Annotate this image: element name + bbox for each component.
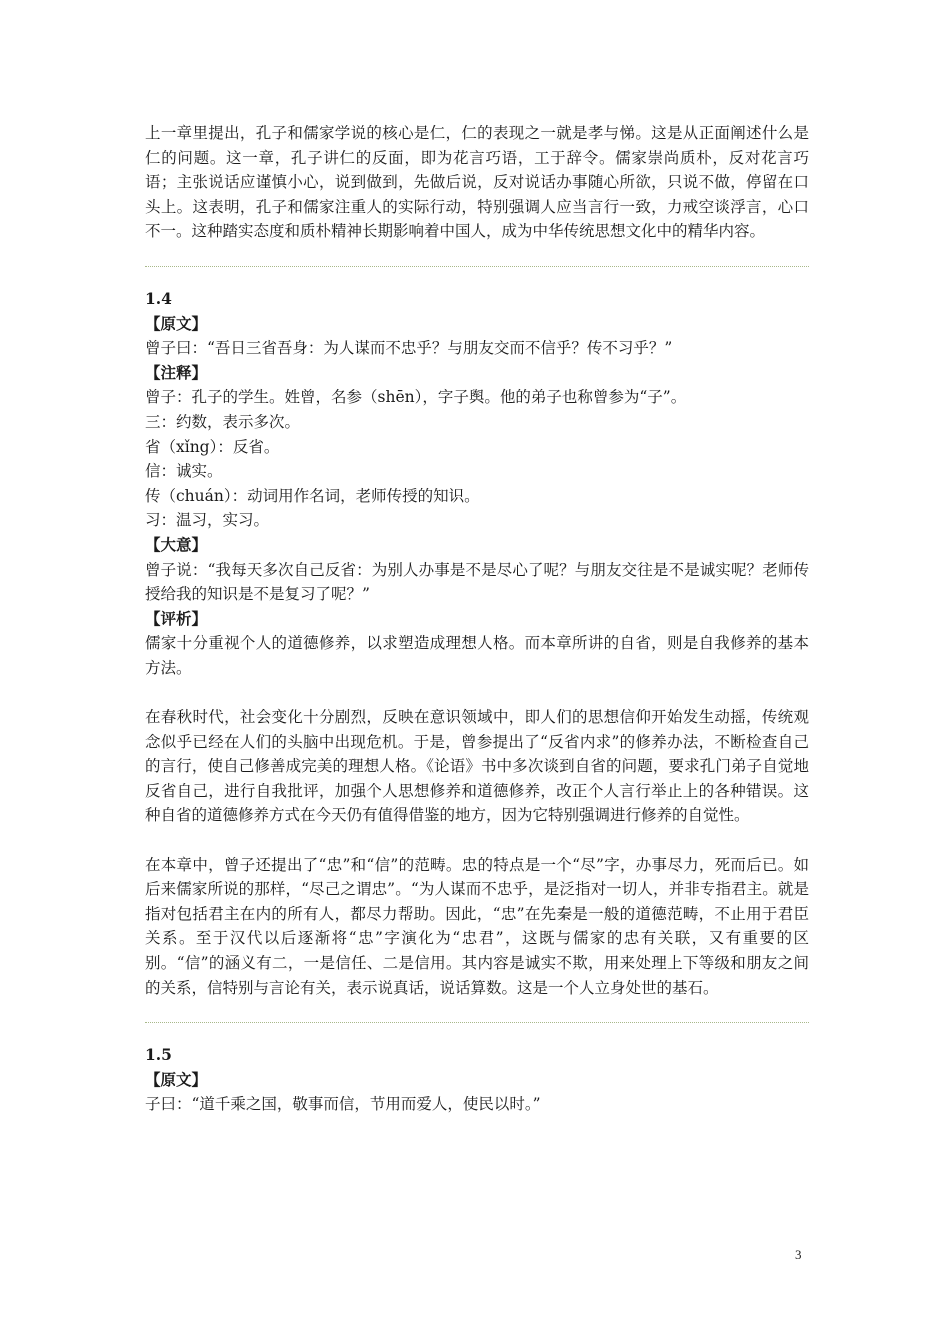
note-item: 传（chuán）：动词用作名词，老师传授的知识。 [145,486,480,505]
heading-zhushi: 【注释】 [145,362,208,382]
section-1-4 [145,287,809,1000]
meaning-text: 曾子说：“我每天多次自己反省：为别人办事是不是尽心了呢？与朋友交往是不是诚实呢？老师传授给我的知识是不是复习了呢？” [145,560,809,604]
intro-paragraph: 上一章里提出，孔子和儒家学说的核心是仁，仁的表现之一就是孝与悌。这是从正面阐述什么是仁的问题。这一章，孔子讲仁的反面，即为花言巧语，工于辞令。儒家崇尚质朴，反对花言巧语；主张说话应谨慎小心，说到做到，先做后说，反对说话办事随心所欲，只说不做，停留在口头上。这表明，孔子和儒家注重人的实际行动，特别强调人应当言行一致，力戒空谈浮言，心口不一。这种踏实态度和质朴精神长期影响着中国人，成为中华传统思想文化中的精华内容。 [145,124,809,241]
analysis-paragraph: 在本章中，曾子还提出了“忠”和“信”的范畴。忠的特点是一个“尽”字，办事尽力，死而后已。如后来儒家所说的那样，“尽己之谓忠”。“为人谋而不忠乎，是泛指对一切人，并非专指君主。就是指对包括君主在内的所有人，都尽力帮助。因此，“忠”在先秦是一般的道德范畴，不止用于君臣关系。至于汉代以后逐渐将“忠”字演化为“忠君”，这既与儒家的忠有关联，又有重要的区别。“信”的涵义有二，一是信任、二是信用。其内容是诚实不欺，用来处理上下等级和朋友之间的关系，信特别与言论有关，表示说真话，说话算数。这是一个人立身处世的基石。 [145,855,809,997]
original-text: 曾子曰：“吾日三省吾身：为人谋而不忠乎？与朋友交而不信乎？传不习乎？” [145,339,673,358]
page-number: 3 [795,1247,802,1262]
section-1-5 [145,1043,809,1117]
heading-dayi: 【大意】 [145,534,208,554]
analysis-paragraph: 在春秋时代，社会变化十分剧烈，反映在意识领域中，即人们的思想信仰开始发生动摇，传统观念似乎已经在人们的头脑中出现危机。于是，曾参提出了“反省内求”的修养办法，不断检查自己的言行，使自己修善成完美的理想人格。《论语》书中多次谈到自省的问题，要求孔门弟子自觉地反省自己，进行自我批评，加强个人思想修养和道德修养，改正个人言行举止上的各种错误。这种自省的道德修养方式在今天仍有值得借鉴的地方，因为它特别强调进行修养的自觉性。 [145,708,809,825]
note-item: 习：温习，实习。 [145,511,270,530]
document-page [145,121,809,1117]
note-item: 曾子：孔子的学生。姓曾，名参（shēn），字子舆。他的弟子也称曾参为“子”。 [145,388,687,407]
original-text: 子曰：“道千乘之国，敬事而信，节用而爱人，使民以时。” [145,1095,541,1114]
note-item: 信：诚实。 [145,462,223,481]
heading-yuanwen: 【原文】 [145,1069,208,1089]
section-number: 1.4 [145,288,172,308]
heading-pingxi: 【评析】 [145,608,208,628]
heading-yuanwen: 【原文】 [145,313,208,333]
section-number: 1.5 [145,1045,172,1065]
analysis-paragraph: 儒家十分重视个人的道德修养，以求塑造成理想人格。而本章所讲的自省，则是自我修养的基本方法。 [145,634,809,677]
note-item: 三：约数，表示多次。 [145,412,301,431]
note-item: 省（xǐng）：反省。 [145,437,280,456]
